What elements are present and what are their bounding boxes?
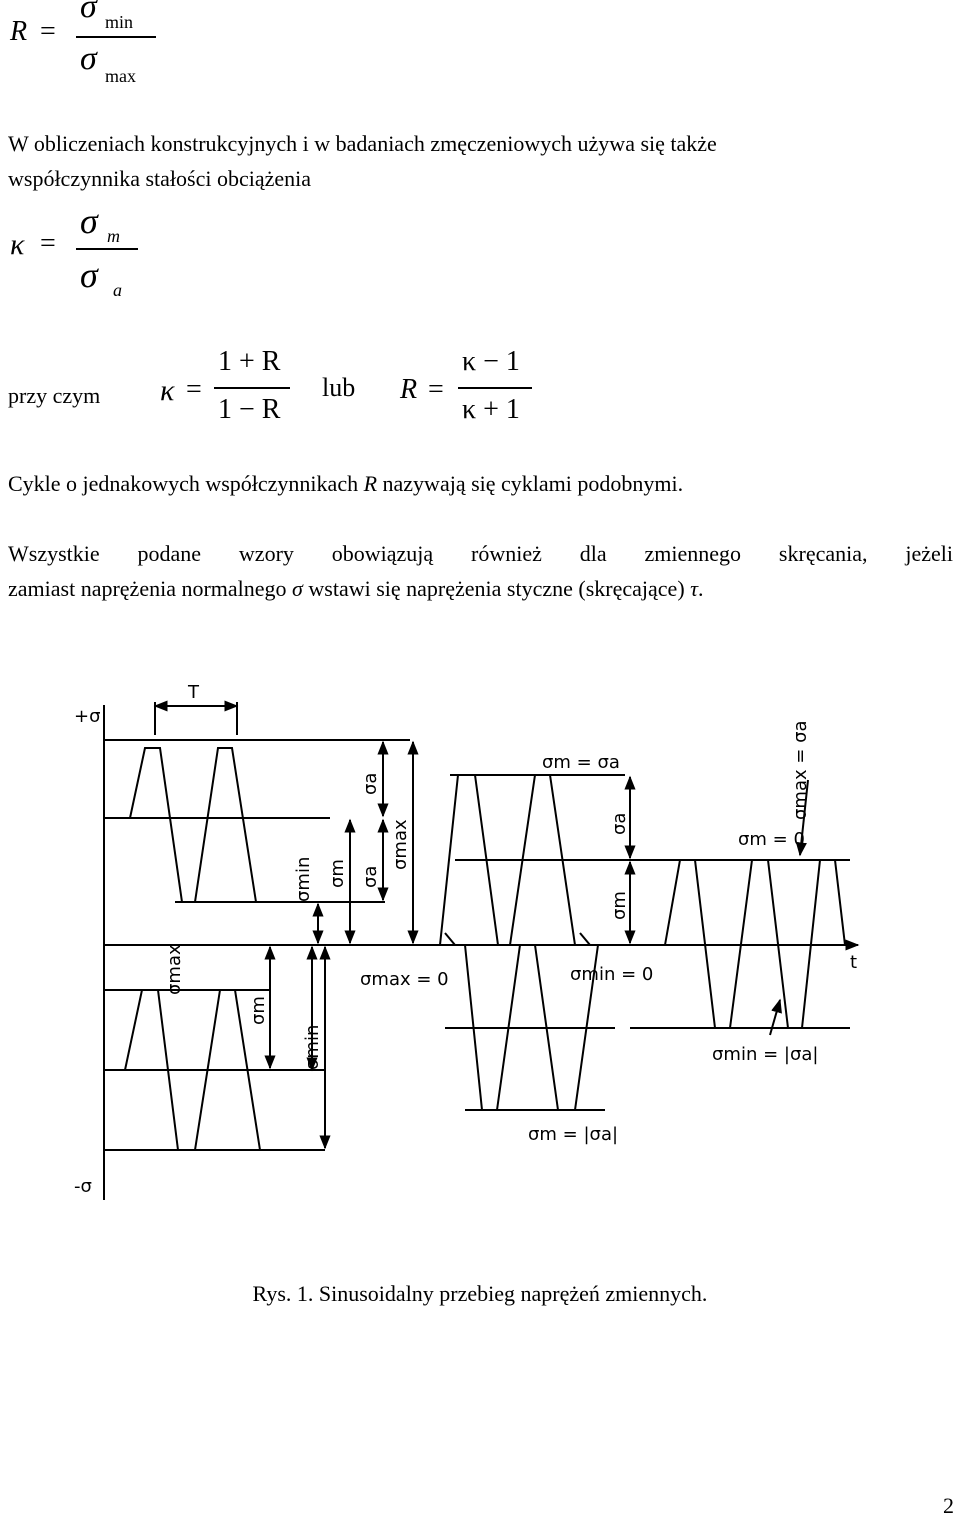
page-number: 2 bbox=[943, 1493, 954, 1518]
label-sigma-max-2: σmax bbox=[164, 944, 185, 995]
label-sigma-a-2: σa bbox=[360, 865, 381, 888]
relation-r-bar bbox=[458, 387, 532, 389]
formula-r-den-sub: max bbox=[105, 66, 136, 86]
formula-kappa-bar bbox=[76, 248, 138, 250]
label-sigma-min-2: σmin bbox=[302, 1024, 323, 1070]
paragraph-1 bbox=[8, 126, 958, 196]
relation-kappa-den: 1 − R bbox=[218, 394, 281, 425]
label-sigma-m-1: σm bbox=[327, 859, 348, 888]
relation-lub: lub bbox=[322, 373, 356, 402]
paragraph-2-r: R bbox=[363, 471, 378, 496]
relation-r: R bbox=[400, 374, 418, 405]
formula-r-num: σ bbox=[80, 0, 97, 25]
caption-sm-eq-abs-sa: σm = |σa| bbox=[528, 1124, 619, 1145]
relation-kappa: κ bbox=[160, 374, 175, 407]
formula-r-lhs: R bbox=[10, 16, 28, 47]
label-sigma-a-1: σa bbox=[360, 772, 381, 795]
relation-r-den: κ + 1 bbox=[462, 394, 520, 425]
relation-r-eq: = bbox=[428, 374, 444, 405]
paragraph-3-mid: wstawi się naprężenia styczne (skręcające) bbox=[302, 576, 691, 601]
paragraph-1-line-1: W obliczeniach konstrukcyjnych i w badaniach zmęczeniowych używa się także bbox=[8, 131, 717, 156]
paragraph-3-tau: τ bbox=[690, 576, 699, 601]
label-sigma-min-1: σmin bbox=[293, 856, 314, 902]
paragraph-3-line-2 bbox=[8, 571, 960, 606]
relation-label: przy czym bbox=[8, 383, 101, 408]
stress-cycle-diagram bbox=[0, 670, 960, 1230]
relation-kappa-num: 1 + R bbox=[218, 346, 281, 377]
relation-kappa-bar bbox=[214, 387, 290, 389]
figure-caption: Rys. 1. Sinusoidalny przebieg naprężeń zmiennych. bbox=[252, 1281, 708, 1306]
caption-sm-eq-sa: σm = σa bbox=[542, 752, 620, 773]
paragraph-3-before: zamiast naprężenia normalnego bbox=[8, 576, 293, 601]
caption-smax-eq-0: σmax = 0 bbox=[360, 969, 449, 990]
paragraph-2-before: Cykle o jednakowych współczynnikach bbox=[8, 471, 364, 496]
relation-r-num: κ − 1 bbox=[462, 346, 520, 377]
formula-kappa-den: σ bbox=[80, 255, 98, 295]
label-sigma-max-1: σmax bbox=[390, 819, 411, 870]
label-sigma-a-3: σa bbox=[609, 812, 630, 835]
paragraph-3 bbox=[8, 536, 960, 606]
formula-kappa-eq: = bbox=[40, 228, 56, 259]
formula-r-den: σ bbox=[80, 40, 97, 77]
label-sigma-m-2: σm bbox=[248, 996, 269, 1025]
paragraph-2 bbox=[8, 466, 958, 501]
relation-block bbox=[0, 340, 960, 440]
caption-sm-eq-0: σm = 0 bbox=[738, 829, 805, 850]
formula-kappa bbox=[8, 200, 168, 310]
caption-smax-eq-sa: σmax = σa bbox=[790, 720, 811, 820]
formula-r-bar bbox=[76, 36, 156, 38]
waveform-1 bbox=[130, 748, 270, 902]
formula-kappa-den-sub: a bbox=[113, 280, 122, 300]
formula-kappa-lhs: κ bbox=[10, 228, 25, 261]
formula-kappa-num: σ bbox=[80, 201, 98, 241]
plus-sigma-label: +σ bbox=[74, 706, 101, 727]
paragraph-3-end: . bbox=[698, 576, 704, 601]
caption-smin-eq-0: σmin = 0 bbox=[570, 964, 654, 985]
formula-r-eq: = bbox=[40, 16, 56, 47]
label-sigma-m-3: σm bbox=[609, 891, 630, 920]
formula-kappa-num-sub: m bbox=[107, 226, 120, 246]
period-label: T bbox=[188, 682, 199, 703]
formula-r-num-sub: min bbox=[105, 12, 134, 32]
formula-r bbox=[8, 0, 168, 95]
paragraph-2-after: nazywają się cyklami podobnymi. bbox=[377, 471, 684, 496]
paragraph-3-line-1: Wszystkie podane wzory obowiązują również dla zmiennego skręcania, jeżeli bbox=[8, 541, 953, 566]
paragraph-3-sigma: σ bbox=[292, 576, 303, 601]
t-axis-label: t bbox=[850, 952, 858, 973]
relation-kappa-eq: = bbox=[186, 374, 202, 405]
caption-smin-eq-abs-sa: σmin = |σa| bbox=[712, 1044, 819, 1065]
paragraph-1-line-2: współczynnika stałości obciążenia bbox=[8, 166, 312, 191]
minus-sigma-label: -σ bbox=[74, 1176, 92, 1197]
